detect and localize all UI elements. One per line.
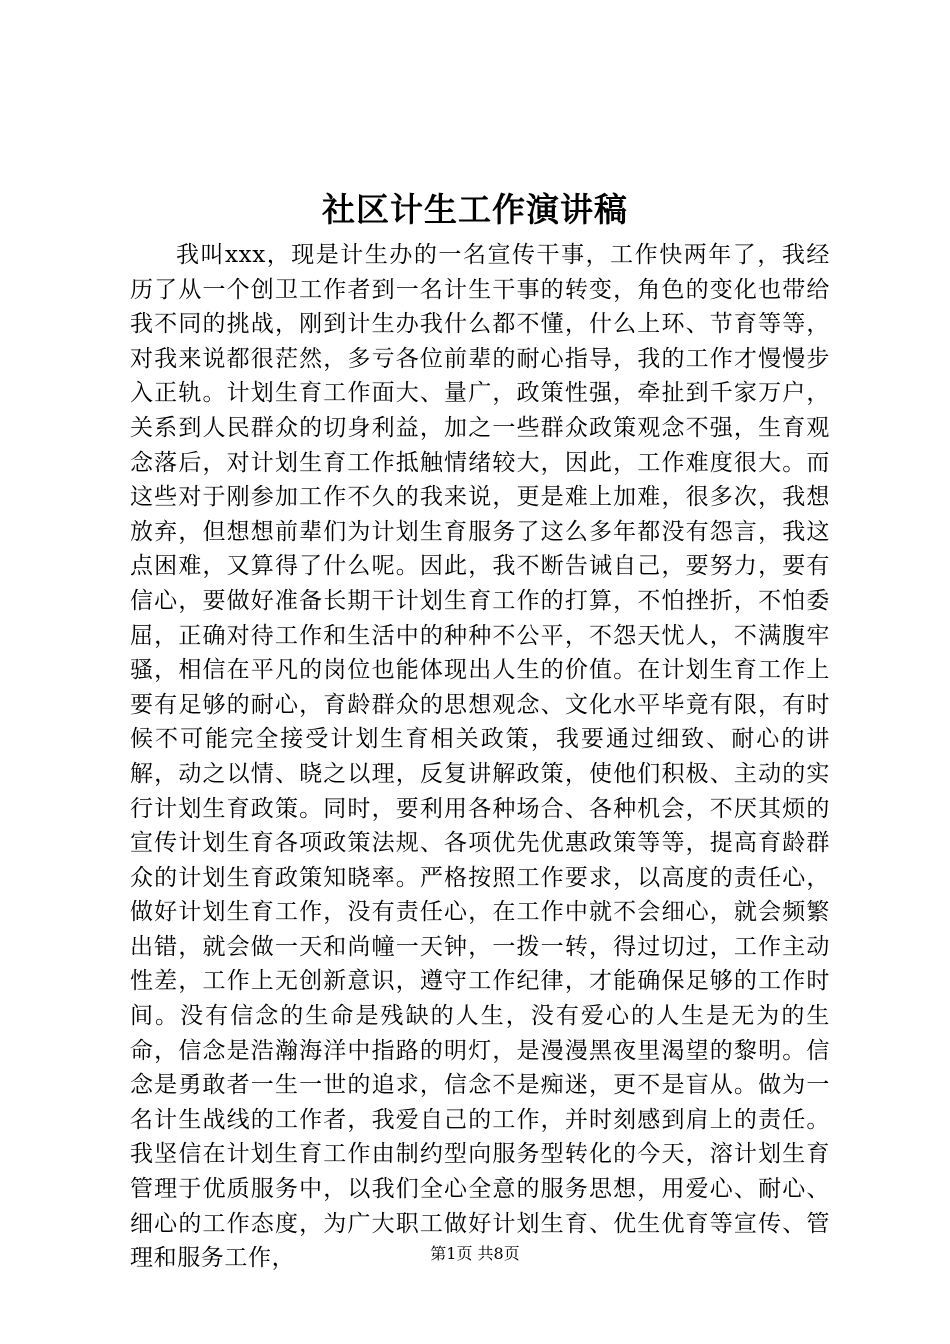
document-title: 社区计生工作演讲稿 [322,190,628,229]
page-number-footer: 第1页 共8页 [430,1244,520,1263]
document-body-paragraph: 我叫xxx，现是计生办的一名宣传干事，工作快两年了，我经历了从一个创卫工作者到一名计生干事的转变，角色的变化也带给我不同的挑战，刚到计生办我什么都不懂，什么上环、节育等等，对我来说都很茫然，多亏各位前辈的耐心指导，我的工作才慢慢步入正轨。计划生育工作面大、量广，政策性强，牵扯到千家万户，关系到人民群众的切身利益，加之一些群众政策观念不强，生育观念落后，对计划生育工作抵触情绪较大，因此，工作难度很大。而这些对于刚参加工作不久的我来说，更是难上加难，很多次，我想放弃，但想想前辈们为计划生育服务了这么多年都没有怨言，我这点困难，又算得了什么呢。因此，我不断告诫自己，要努力，要有信心，要做好准备长期干计划生育工作的打算，不怕挫折，不怕委屈，正确对待工作和生活中的种种不公平，不怨天忧人，不满腹牢骚，相信在平凡的岗位也能体现出人生的价值。在计划生育工作上要有足够的耐心，育龄群众的思想观念、文化水平毕竟有限，有时候不可能完全接受计划生育相关政策，我要通过细致、耐心的讲解，动之以情、晓之以理，反复讲解政策，使他们积极、主动的实行计划生育政策。同时，要利用各种场合、各种机会，不厌其烦的宣传计划生育各项政策法规、各项优先优惠政策等等，提高育龄群众的计划生育政策知晓率。严格按照工作要求，以高度的责任心，做好计划生育工作，没有责任心，在工作中就不会细心，就会频繁出错，就会做一天和尚幢一天钟，一拨一转，得过切过，工作主动性差，工作上无创新意识，遵守工作纪律，才能确保足够的工作时间。没有信念的生命是残缺的人生，没有爱心的人生是无为的生命，信念是浩瀚海洋中指路的明灯，是漫漫黑夜里渴望的黎明。信念是勇敢者一生一世的追求，信念不是痴迷，更不是盲从。做为一名计生战线的工作者，我爱自己的工作，并时刻感到肩上的责任。我坚信在计划生育工作由制约型向服务型转化的今天，溶计划生育管理于优质服务中，以我们全心全意的服务思想，用爱心、耐心、细心的工作态度，为广大职工做好计划生育、优生优育等宣传、管理和服务工作， [130,242,830,1272]
